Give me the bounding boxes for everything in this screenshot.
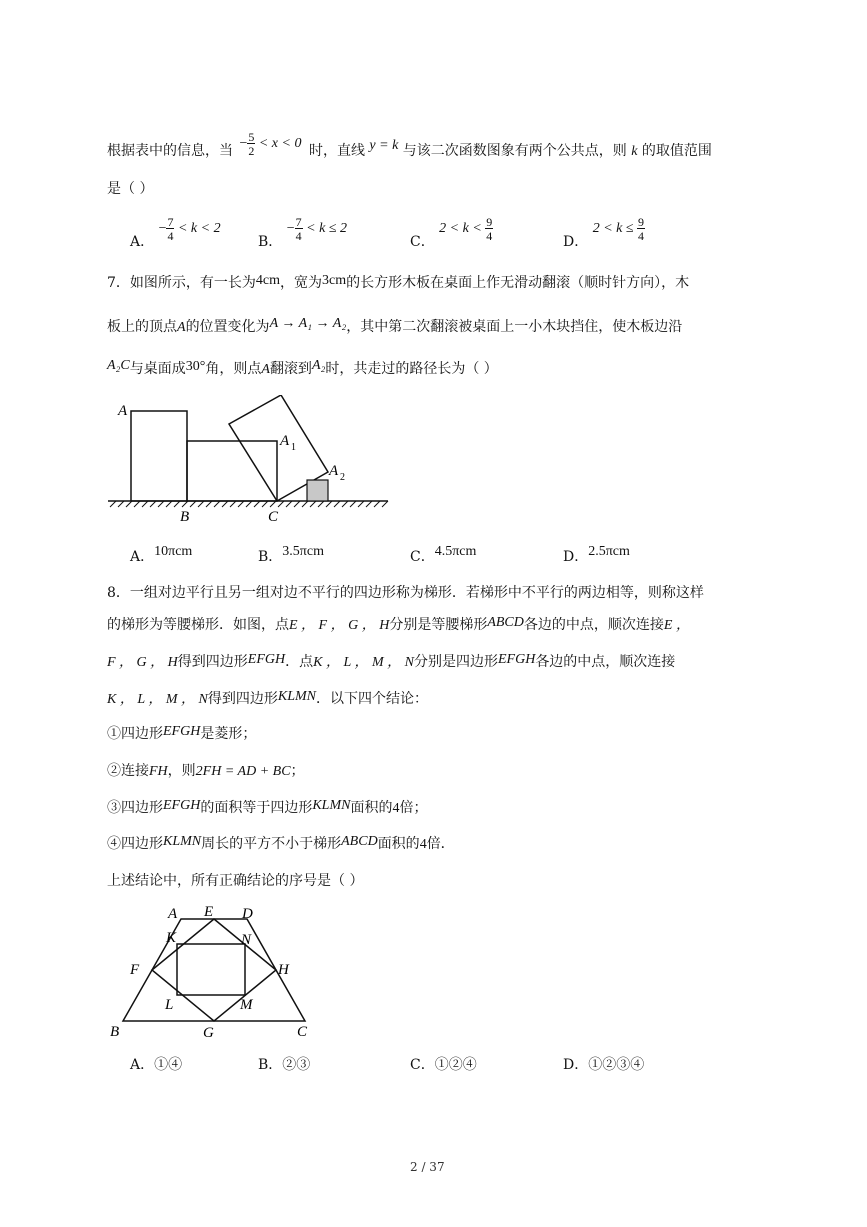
label-H: H bbox=[278, 962, 289, 978]
label-M: M bbox=[240, 997, 253, 1013]
q6-option-a[interactable]: A． − $\frac{7}{4}$ < k < 2 bbox=[130, 215, 221, 251]
q7-option-a[interactable]: A．10πcm bbox=[130, 544, 193, 565]
q6-condition: − $\frac{5}{2}$ < x < 0 bbox=[239, 129, 302, 158]
q8-line3: F ， G ， H得到四边形EFGH．点K ， L ， M ， N分别是四边形EFGH各边的中点，顺次连接 bbox=[107, 652, 676, 670]
label-C: C bbox=[268, 509, 279, 525]
q7-line2: 板上的顶点A的位置变化为A → A₁ → A₂，其中第二次翻滚被桌面上一小木块挡住，使木板边沿 bbox=[107, 316, 683, 335]
q8-conclusion-3: ③四边形EFGH的面积等于四边形KLMN面积的4倍； bbox=[107, 798, 428, 816]
q8-conclusion-4: ④四边形KLMN周长的平方不小于梯形ABCD面积的4倍． bbox=[107, 834, 455, 852]
label-K: K bbox=[166, 930, 177, 946]
q7-option-c[interactable]: C．4.5πcm bbox=[410, 544, 477, 565]
label-A: A bbox=[168, 906, 178, 922]
q6-text-c: 与该二次函数图象有两个公共点，则 bbox=[402, 143, 627, 159]
label-A: A bbox=[118, 403, 128, 419]
q8-option-a[interactable]: A．①④ bbox=[130, 1057, 183, 1073]
q6-line1 bbox=[107, 129, 712, 166]
q7-figure bbox=[100, 395, 400, 525]
label-A2-sub: 2 bbox=[340, 472, 345, 483]
label-B: B bbox=[180, 509, 190, 525]
label-C: C bbox=[297, 1024, 308, 1040]
q8-question: 上述结论中，所有正确结论的序号是（ ） bbox=[107, 873, 364, 889]
q7-option-d[interactable]: D．2.5πcm bbox=[563, 544, 630, 565]
q6-option-b[interactable]: B． − $\frac{7}{4}$ < k ≤ 2 bbox=[258, 215, 348, 251]
q8-conclusion-2: ②连接FH，则2FH = AD + BC； bbox=[107, 763, 305, 779]
wooden-block bbox=[307, 480, 328, 501]
q6-option-c[interactable]: C． 2 < k < $\frac{9}{4}$ bbox=[410, 215, 493, 251]
q7-line3: A₂C与桌面成30°角，则点A翻滚到A₂时，共走过的路径长为（ ） bbox=[107, 358, 498, 377]
q8-options bbox=[130, 1054, 770, 1078]
q7-line1: 7．如图所示，有一长为4cm，宽为3cm的长方形木板在桌面上作无滑动翻滚（顺时针方向），木 bbox=[107, 273, 690, 291]
board-initial bbox=[131, 411, 187, 501]
q8-line1: 8．一组对边平行且另一组对边不平行的四边形称为梯形．若梯形中不平行的两边相等，则称这样 bbox=[107, 585, 704, 601]
rectangle-KLMN bbox=[177, 944, 245, 995]
q6-options bbox=[130, 216, 770, 256]
label-D: D bbox=[242, 906, 253, 922]
q6-text-b: 时，直线 bbox=[308, 143, 365, 159]
q8-figure bbox=[100, 900, 330, 1045]
q7-options bbox=[130, 540, 770, 564]
board-first-roll bbox=[187, 441, 277, 501]
label-N: N bbox=[241, 932, 252, 948]
label-A1-sub: 1 bbox=[291, 442, 296, 453]
label-A1: A bbox=[280, 433, 290, 449]
q8-line2: 的梯形为等腰梯形．如图，点E ， F ， G ， H分别是等腰梯形ABCD各边的中点，顺次连接E ， bbox=[107, 615, 690, 633]
q6-line2: 是（ ） bbox=[107, 181, 154, 197]
label-L: L bbox=[165, 997, 174, 1013]
q8-option-d[interactable]: D．①②③④ bbox=[563, 1057, 645, 1073]
q6-text-a: 根据表中的信息，当 bbox=[107, 143, 233, 159]
q6-option-d[interactable]: D． 2 < k ≤ $\frac{9}{4}$ bbox=[563, 215, 645, 251]
ground-hatching bbox=[110, 501, 388, 507]
q6-k: k bbox=[631, 144, 638, 159]
label-A2: A bbox=[329, 463, 339, 479]
page-number: 2 / 37 bbox=[410, 1160, 445, 1174]
label-F: F bbox=[130, 962, 140, 978]
q8-line4: K ， L ， M ， N得到四边形KLMN．以下四个结论： bbox=[107, 689, 428, 707]
label-E: E bbox=[204, 904, 214, 920]
q8-option-b[interactable]: B．②③ bbox=[258, 1057, 311, 1073]
label-B: B bbox=[110, 1024, 120, 1040]
label-G: G bbox=[203, 1025, 214, 1041]
q6-line-eq: y = k bbox=[369, 138, 399, 153]
q8-conclusion-1: ①四边形EFGH是菱形； bbox=[107, 724, 257, 742]
q7-option-b[interactable]: B．3.5πcm bbox=[258, 544, 324, 565]
q8-option-c[interactable]: C．①②④ bbox=[410, 1057, 477, 1073]
q6-text-d: 的取值范围 bbox=[641, 143, 712, 159]
